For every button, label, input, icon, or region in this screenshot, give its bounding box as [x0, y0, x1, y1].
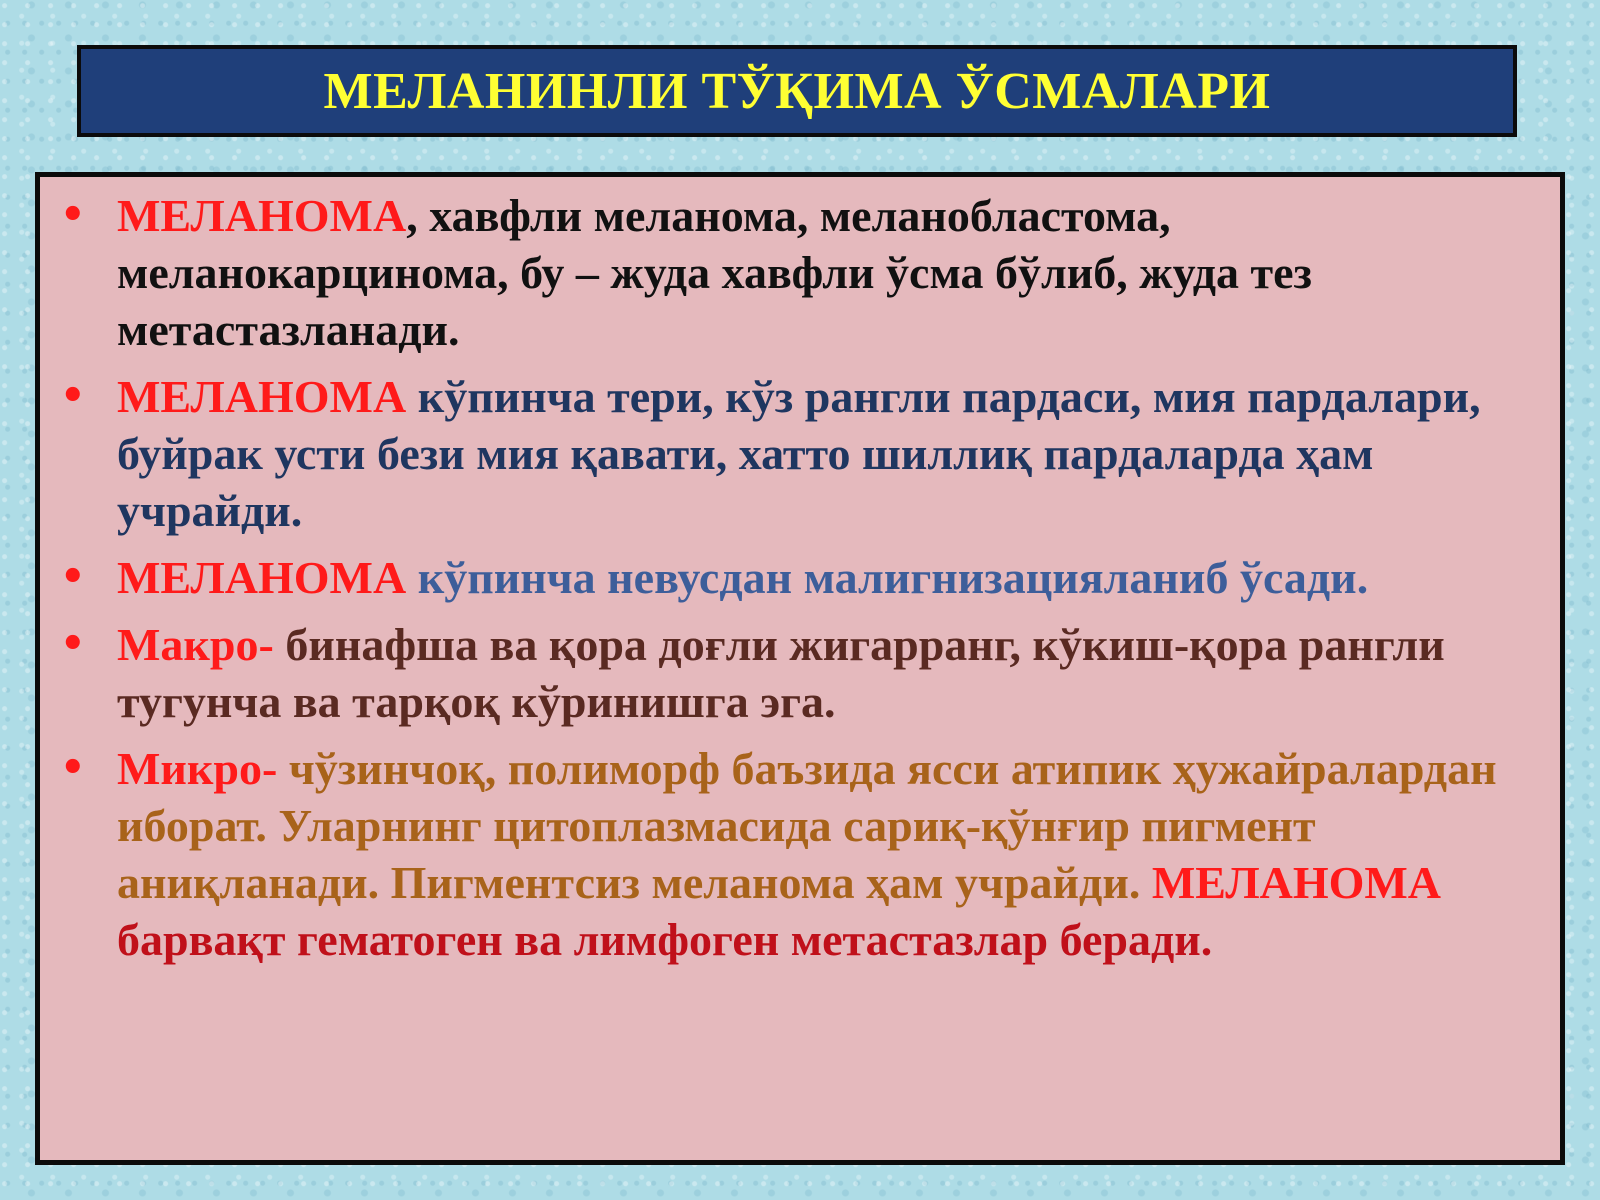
bullet-keyword: МЕЛАНОМА	[117, 190, 407, 241]
bullet-dot-icon: •	[60, 373, 86, 419]
bullet-text-secondary: барвақт гематоген ва лимфоген метастазлар беради.	[117, 914, 1213, 965]
bullet-keyword: Макро-	[117, 619, 286, 670]
bullet-dot-icon: •	[60, 192, 86, 238]
title-bar	[77, 45, 1517, 137]
bullet-dot-icon: •	[60, 745, 86, 791]
bullet-item	[60, 549, 1520, 606]
bullet-item	[60, 368, 1520, 539]
bullet-text: кўпинча невусдан малигнизацияланиб ўсади.	[406, 552, 1369, 603]
bullet-text: чўзинчоқ, полиморф баъзида ясси атипик ҳужайралардан иборат. Уларнинг цитоплазмасида сариқ-қўнғир пигмент аниқланади. Пигментсиз меланома ҳам учрайди.	[117, 743, 1497, 908]
bullet-keyword: МЕЛАНОМА	[117, 552, 407, 603]
bullet-dot-icon: •	[60, 621, 86, 667]
bullet-text: , хавфли меланома, меланобластома, меланокарцинома, бу – жуда хавфли ўсма бўлиб, жуда тез метастазланади.	[117, 190, 1313, 355]
bullet-item	[60, 740, 1520, 968]
bullet-item	[60, 187, 1520, 358]
slide-title: МЕЛАНИНЛИ ТЎҚИМА ЎСМАЛАРИ	[323, 62, 1271, 120]
bullet-dot-icon: •	[60, 554, 86, 600]
bullet-keyword-secondary: МЕЛАНОМА	[1151, 857, 1442, 908]
bullet-keyword: Микро-	[117, 743, 289, 794]
bullet-list	[60, 187, 1520, 968]
content-box	[35, 172, 1565, 1165]
bullet-item	[60, 616, 1520, 730]
bullet-text: кўпинча тери, кўз рангли пардаси, мия пардалари, буйрак усти бези мия қавати, хатто шиллиқ пардаларда ҳам учрайди.	[117, 371, 1481, 536]
bullet-keyword: МЕЛАНОМА	[117, 371, 407, 422]
bullet-text: бинафша ва қора доғли жигарранг, кўкиш-қора рангли тугунча ва тарқоқ кўринишга эга.	[117, 619, 1445, 727]
